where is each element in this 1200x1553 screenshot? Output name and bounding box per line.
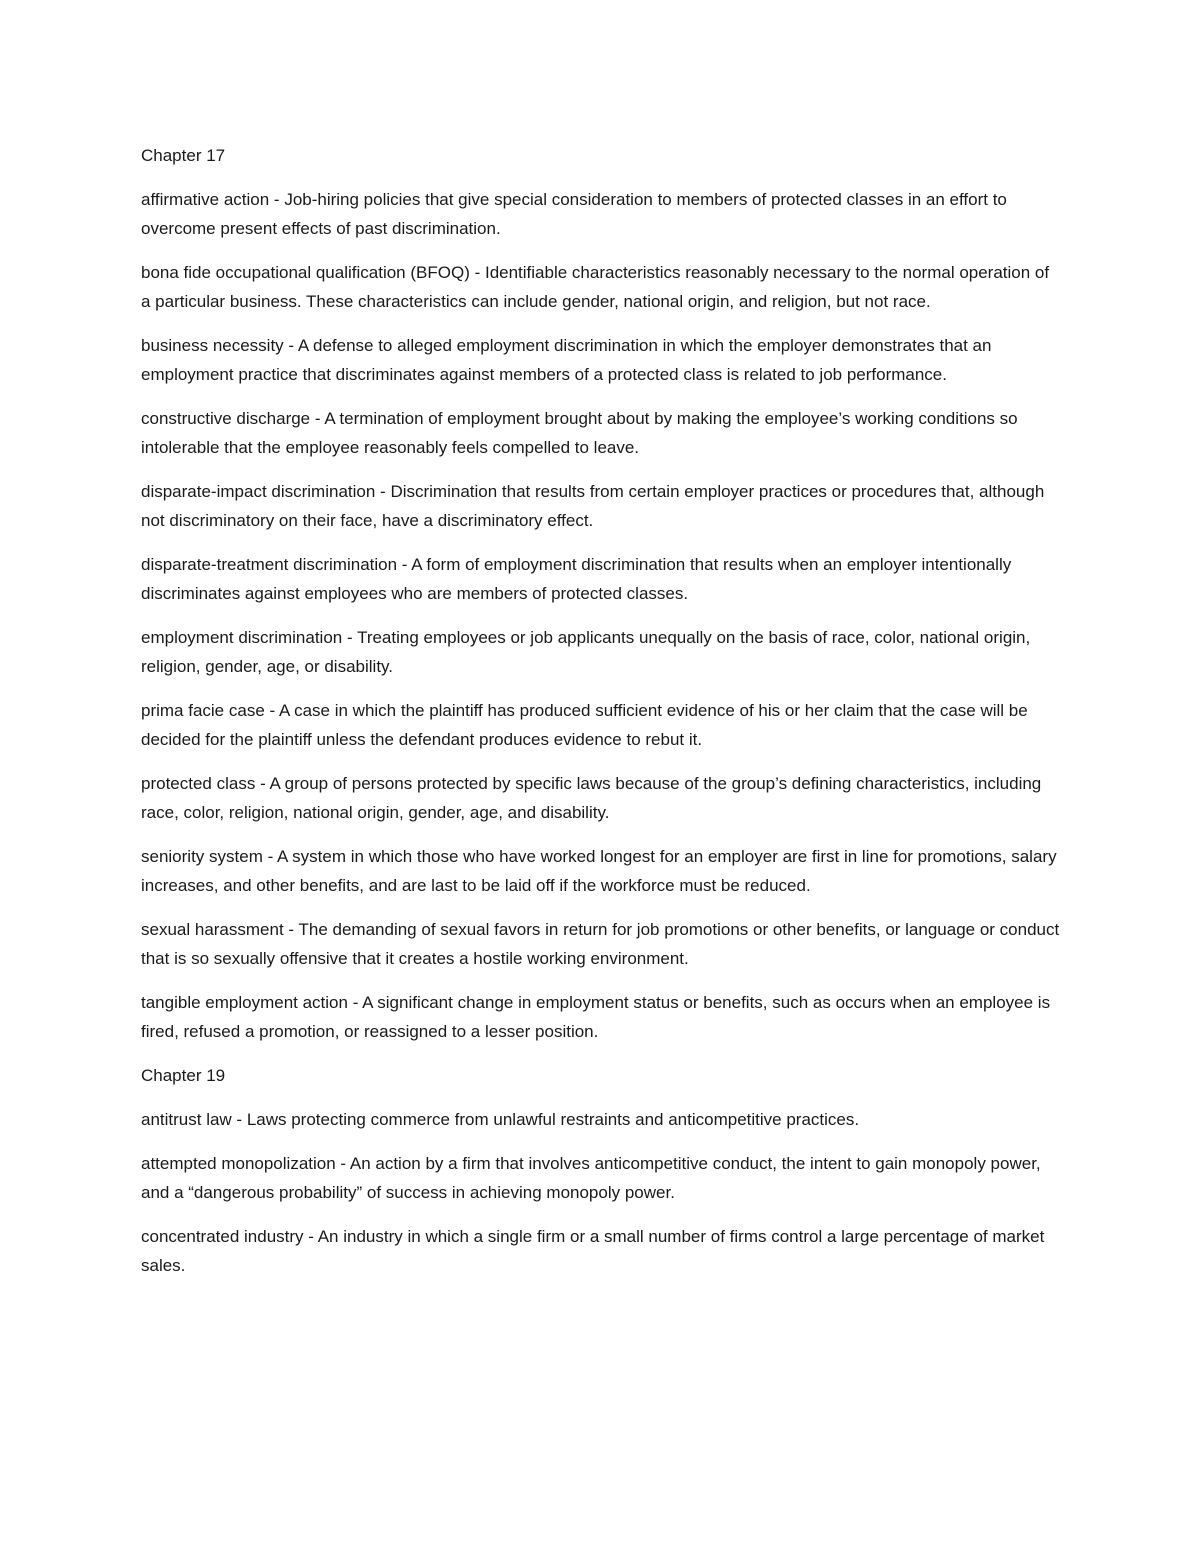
glossary-entry — [141, 404, 1061, 462]
glossary-definition: A termination of employment brought about by making the employee’s working conditions so intolerable that the employee reasonably feels compelled to leave. — [141, 409, 1018, 457]
glossary-term: disparate-treatment discrimination — [141, 555, 398, 574]
glossary-term: disparate-impact discrimination — [141, 482, 376, 501]
glossary-definition: An action by a firm that involves anticompetitive conduct, the intent to gain monopoly power, and a “dangerous probability” of success in achieving monopoly power. — [141, 1154, 1041, 1202]
glossary-definition: An industry in which a single firm or a small number of firms control a large percentage of market sales. — [141, 1227, 1045, 1275]
glossary-term: sexual harassment — [141, 920, 284, 939]
glossary-term: prima facie case — [141, 701, 265, 720]
chapter-heading: Chapter 17 — [141, 146, 226, 165]
glossary-entry — [141, 842, 1061, 900]
glossary-definition: The demanding of sexual favors in return for job promotions or other benefits, or language or conduct that is so sexually offensive that it creates a hostile working environment. — [141, 920, 1060, 968]
glossary-entry — [141, 477, 1061, 535]
glossary-term: constructive discharge — [141, 409, 311, 428]
glossary-term: business necessity — [141, 336, 284, 355]
glossary-definition: A case in which the plaintiff has produced sufficient evidence of his or her claim that the case will be decided for the plaintiff unless the defendant produces evidence to rebut it. — [141, 701, 1028, 749]
glossary-definition: Laws protecting commerce from unlawful restraints and anticompetitive practices. — [246, 1110, 860, 1129]
glossary-term: seniority system — [141, 847, 263, 866]
glossary-entry — [141, 769, 1061, 827]
glossary-term: antitrust law — [141, 1110, 232, 1129]
glossary-entry — [141, 185, 1061, 243]
glossary-definition: Identifiable characteristics reasonably necessary to the normal operation of a particular business. These characteristics can include gender, national origin, and religion, but not race. — [141, 263, 1050, 311]
glossary-definition: A system in which those who have worked longest for an employer are first in line for promotions, salary increases, and other benefits, and are last to be laid off if the workforce must be reduced. — [141, 847, 1057, 895]
glossary-entry — [141, 988, 1061, 1046]
glossary-definition: A form of employment discrimination that results when an employer intentionally discriminates against employees who are members of protected classes. — [141, 555, 1012, 603]
glossary-term: attempted monopolization — [141, 1154, 336, 1173]
glossary-definition: Discrimination that results from certain employer practices or procedures that, although not discriminatory on their face, have a discriminatory effect. — [141, 482, 1045, 530]
glossary-definition: Job-hiring policies that give special consideration to members of protected classes in an effort to overcome present effects of past discrimination. — [141, 190, 1007, 238]
glossary-entry — [141, 623, 1061, 681]
document-page — [141, 141, 1061, 1295]
glossary-entry — [141, 1149, 1061, 1207]
glossary-term: bona fide occupational qualification (BFOQ) — [141, 263, 470, 282]
glossary-entry — [141, 331, 1061, 389]
glossary-entry — [141, 1222, 1061, 1280]
glossary-entry — [141, 1105, 1061, 1134]
glossary-term: concentrated industry — [141, 1227, 304, 1246]
glossary-term: protected class — [141, 774, 256, 793]
glossary-entry — [141, 550, 1061, 608]
glossary-definition: A group of persons protected by specific laws because of the group’s defining characteristics, including race, color, religion, national origin, gender, age, and disability. — [141, 774, 1042, 822]
glossary-definition: Treating employees or job applicants unequally on the basis of race, color, national origin, religion, gender, age, or disability. — [141, 628, 1031, 676]
glossary-entry — [141, 915, 1061, 973]
chapter-17-section — [141, 141, 1061, 1046]
glossary-entry — [141, 258, 1061, 316]
chapter-19-section — [141, 1061, 1061, 1280]
glossary-definition: A defense to alleged employment discrimination in which the employer demonstrates that an employment practice that discriminates against members of a protected class is related to job performance. — [141, 336, 992, 384]
glossary-term: employment discrimination — [141, 628, 343, 647]
glossary-definition: A significant change in employment status or benefits, such as occurs when an employee is fired, refused a promotion, or reassigned to a lesser position. — [141, 993, 1051, 1041]
glossary-entry — [141, 696, 1061, 754]
chapter-heading: Chapter 19 — [141, 1066, 226, 1085]
glossary-term: tangible employment action — [141, 993, 348, 1012]
glossary-term: affirmative action — [141, 190, 270, 209]
